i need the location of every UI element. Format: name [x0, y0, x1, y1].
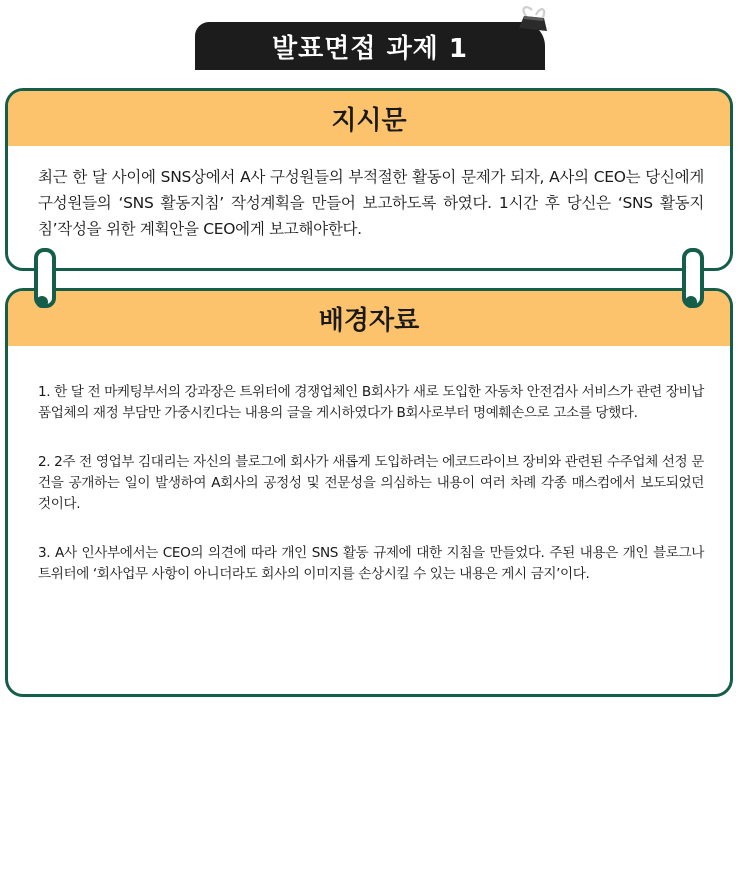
instruction-header — [8, 91, 730, 146]
title-tab — [195, 22, 545, 70]
binder-hole-left-bottom — [36, 296, 48, 308]
instruction-body — [8, 146, 730, 242]
background-card — [5, 288, 733, 697]
instruction-card — [5, 88, 733, 271]
background-header — [8, 291, 730, 346]
instruction-heading: 지시문 — [331, 106, 407, 136]
page-title: 발표면접 과제 1 — [272, 33, 468, 64]
binder-hole-right-bottom — [685, 296, 697, 308]
instruction-text: 최근 한 달 사이에 SNS상에서 A사 구성원들의 부적절한 활동이 문제가 되자, A사의 CEO는 당신에게 구성원들의 ‘SNS 활동지침’ 작성계획을 만들어 보고하도록 하였다. 1시간 후 당신은 ‘SNS 활동지침’작성을 위한 계획안을 CEO에게 보고해야한다. — [38, 168, 704, 238]
binder-clip-icon — [516, 4, 550, 36]
background-body — [8, 346, 730, 585]
background-item-3: 3. A사 인사부에서는 CEO의 의견에 따라 개인 SNS 활동 규제에 대한 지침을 만들었다. 주된 내용은 개인 블로그나 트위터에 ‘회사업무 사항이 아니더라도 회사의 이미지를 손상시킬 수 있는 내용은 게시 금지’이다. — [38, 545, 704, 582]
background-item-1: 1. 한 달 전 마케팅부서의 강과장은 트위터에 경쟁업체인 B회사가 새로 도입한 자동차 안전검사 서비스가 관련 장비납품업체의 재정 부담만 가중시킨다는 내용의 글을 게시하였다가 B회사로부터 명예훼손으로 고소를 당했다. — [38, 384, 704, 421]
background-heading: 배경자료 — [318, 306, 420, 336]
background-item-2: 2. 2주 전 영업부 김대리는 자신의 블로그에 회사가 새롭게 도입하려는 에코드라이브 장비와 관련된 수주업체 선정 문건을 공개하는 일이 발생하여 A회사의 공정성 및 전문성을 의심하는 내용이 여러 차례 각종 매스컴에서 보도되었던 것이다. — [38, 454, 704, 512]
